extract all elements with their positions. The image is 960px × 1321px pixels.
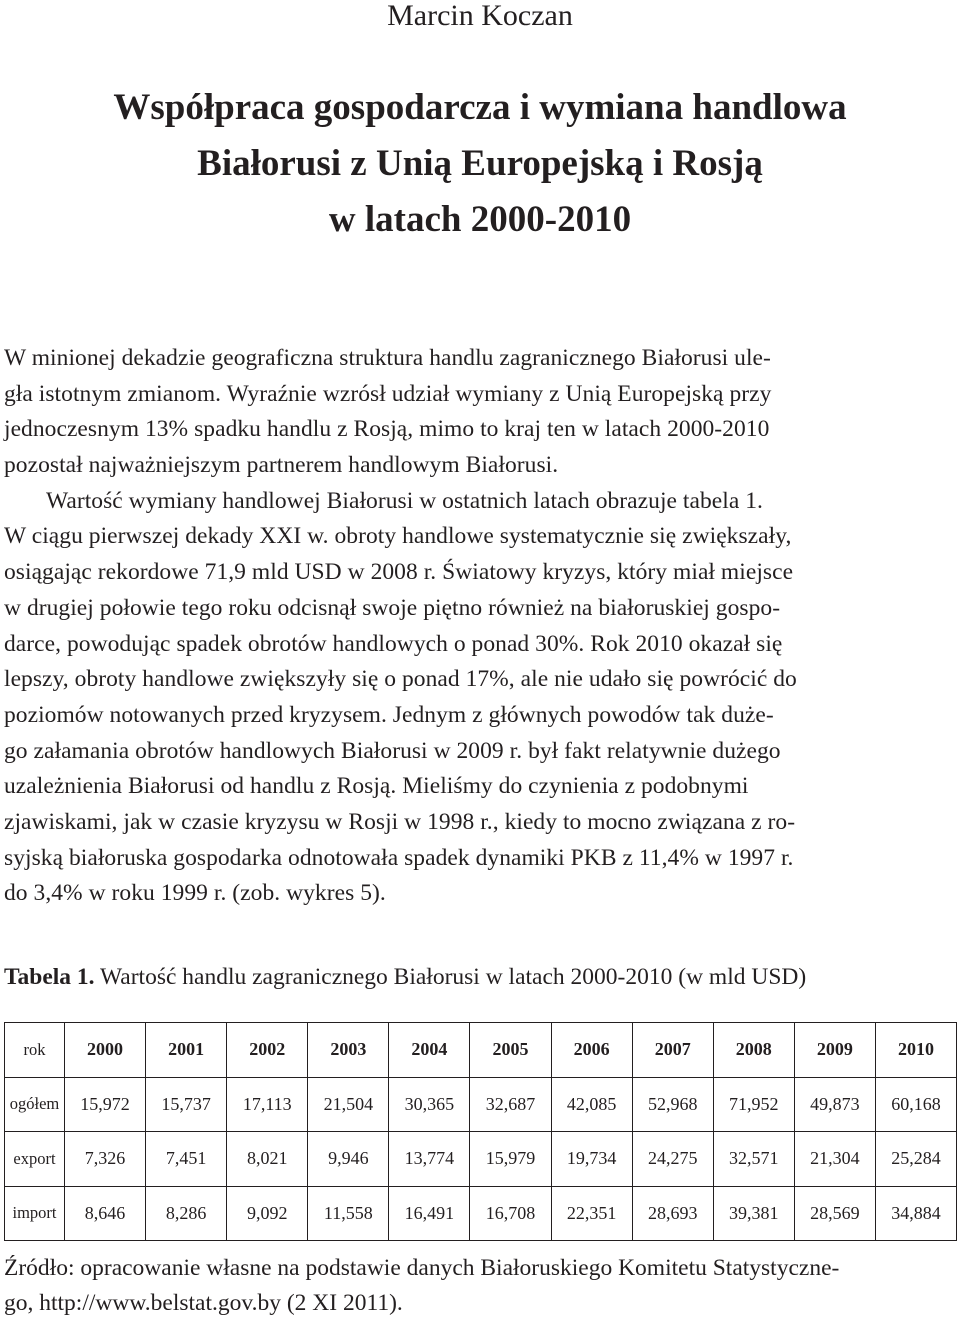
table-cell: 15,972 [65,1077,146,1132]
table-cell: 17,113 [227,1077,308,1132]
year-header: 2006 [551,1023,632,1078]
table-cell: 11,558 [308,1186,389,1241]
article-title [0,80,960,248]
table-cell: 34,884 [875,1186,956,1241]
year-header: 2000 [65,1023,146,1078]
table-cell: 30,365 [389,1077,470,1132]
table-cell: 60,168 [875,1077,956,1132]
year-header: 2009 [794,1023,875,1078]
title-line: w latach 2000-2010 [328,199,632,240]
table-cell: 32,571 [713,1132,794,1187]
table-cell: 49,873 [794,1077,875,1132]
year-header: 2002 [227,1023,308,1078]
table-cell: 28,569 [794,1186,875,1241]
year-header: 2001 [146,1023,227,1078]
author-name: Marcin Koczan [387,0,573,32]
body-line: lepszy, obroty handlowe zwiększyły się o ponad 17%, ale nie udało się powrócić do [4,666,797,693]
table-cell: 42,085 [551,1077,632,1132]
body-line: pozostał najważniejszym partnerem handlowym Białorusi. [4,452,559,479]
row-label: export [5,1132,65,1187]
body-line: gła istotnym zmianom. Wyraźnie wzrósł udział wymiany z Unią Europejską przy [4,380,772,407]
table-header-row [5,1023,957,1078]
table-cell: 22,351 [551,1186,632,1241]
table-cell: 25,284 [875,1132,956,1187]
table-corner-cell: rok [5,1023,65,1078]
table-cell: 21,504 [308,1077,389,1132]
row-label: import [5,1186,65,1241]
body-line: w drugiej połowie tego roku odcisnął swoje piętno również na białoruskiej gospo- [4,594,781,621]
table-cell: 7,451 [146,1132,227,1187]
source-line: go, http://www.belstat.gov.by (2 XI 2011). [4,1290,403,1316]
table-cell: 21,304 [794,1132,875,1187]
table-cell: 39,381 [713,1186,794,1241]
body-line: Wartość wymiany handlowej Białorusi w ostatnich latach obrazuje tabela 1. [46,487,763,514]
year-header: 2008 [713,1023,794,1078]
body-line: do 3,4% w roku 1999 r. (zob. wykres 5). [4,880,386,907]
body-line: jednoczesnym 13% spadku handlu z Rosją, mimo to kraj ten w latach 2000-2010 [4,416,770,443]
table-caption [4,961,958,993]
table-row [5,1077,957,1132]
body-line: zjawiskami, jak w czasie kryzysu w Rosji w 1998 r., kiedy to mocno związana z ro- [4,808,796,835]
title-line: Białorusi z Unią Europejską i Rosją [197,143,763,184]
source-line: Źródło: opracowanie własne na podstawie danych Białoruskiego Komitetu Statystyczne- [4,1255,840,1281]
table-cell: 8,646 [65,1186,146,1241]
table-cell: 24,275 [632,1132,713,1187]
table-row [5,1132,957,1187]
table-cell: 15,737 [146,1077,227,1132]
year-header: 2007 [632,1023,713,1078]
table-cell: 13,774 [389,1132,470,1187]
body-line: W minionej dekadzie geograficzna struktura handlu zagranicznego Białorusi ule- [4,345,771,371]
year-header: 2004 [389,1023,470,1078]
year-header: 2003 [308,1023,389,1078]
table-cell: 7,326 [65,1132,146,1187]
year-header: 2010 [875,1023,956,1078]
table-cell: 8,021 [227,1132,308,1187]
table-cell: 32,687 [470,1077,551,1132]
body-text [4,341,958,912]
table-cell: 16,491 [389,1186,470,1241]
table-cell: 8,286 [146,1186,227,1241]
body-line: go załamania obrotów handlowych Białorusi w 2009 r. był fakt relatywnie dużego [4,737,781,764]
row-label: ogółem [5,1077,65,1132]
body-line: osiągając rekordowe 71,9 mld USD w 2008 r. Światowy kryzys, który miał miejsce [4,559,794,586]
table-caption-text: Wartość handlu zagranicznego Białorusi w latach 2000-2010 (w mld USD) [94,964,807,990]
table-cell: 15,979 [470,1132,551,1187]
trade-table [4,1022,957,1241]
body-line: darce, powodując spadek obrotów handlowych o ponad 30%. Rok 2010 okazał się [4,630,783,657]
body-line: W ciągu pierwszej dekady XXI w. obroty handlowe systematycznie się zwiększały, [4,523,792,550]
year-header: 2005 [470,1023,551,1078]
source-note [4,1251,958,1321]
table-cell: 9,946 [308,1132,389,1187]
body-line: syjską białoruska gospodarka odnotowała spadek dynamiki PKB z 11,4% w 1997 r. [4,844,794,871]
table-cell: 71,952 [713,1077,794,1132]
table-row [5,1186,957,1241]
title-line: Współpraca gospodarcza i wymiana handlowa [113,87,847,128]
body-line: poziomów notowanych przed kryzysem. Jednym z głównych powodów tak duże- [4,701,774,728]
table-caption-label: Tabela 1. [4,964,95,990]
table-cell: 28,693 [632,1186,713,1241]
table-cell: 9,092 [227,1186,308,1241]
table-cell: 19,734 [551,1132,632,1187]
table-cell: 16,708 [470,1186,551,1241]
body-line: uzależnienia Białorusi od handlu z Rosją. Mieliśmy do czynienia z podobnymi [4,773,749,800]
table-cell: 52,968 [632,1077,713,1132]
